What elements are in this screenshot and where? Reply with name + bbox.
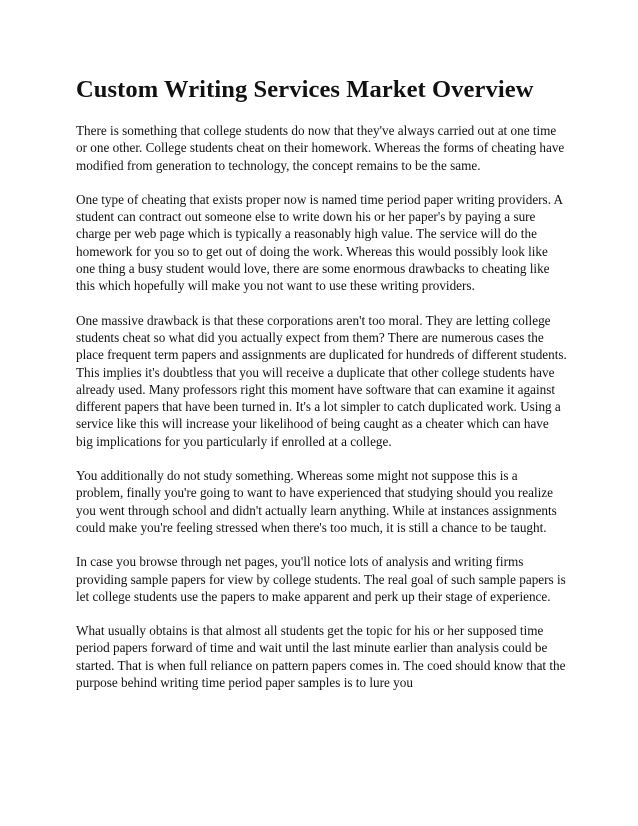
paragraph-1: There is something that college students do now that they've always carried out at one time or one other. College students cheat on their homework. Whereas the forms of cheating have modified from generation to technology, the concept remains to be the same. [76,123,565,173]
paragraph-4: You additionally do not study something. Whereas some might not suppose this is a problem, finally you're going to want to have experienced that studying should you realize you went through school and didn't actually learn anything. While at instances assignments could make you're feeling stressed when there's too much, it is still a chance to be taught. [76,468,557,535]
paragraph-3: One massive drawback is that these corporations aren't too moral. They are letting college students cheat so what did you actually expect from them? There are numerous cases the place frequent term papers and assignments are duplicated for hundreds of different students. This implies it's doubtless that you will receive a duplicate that other college students have already used. Many professors right this moment have software that can examine it against different papers that have been turned in. It's a lot simpler to catch duplicated work. Using a service like this will increase your likelihood of being caught as a cheater which can have big implications for you particularly if enrolled at a college. [76,312,567,449]
paragraph-6: What usually obtains is that almost all students get the topic for his or her supposed time period papers forward of time and wait until the last minute earlier than analysis could be started. That is when full reliance on pattern papers comes in. The coed should know that the purpose behind writing time period paper samples is to lure you [76,623,566,691]
paragraph-2: One type of cheating that exists proper now is named time period paper writing providers. A student can contract out someone else to write down his or her paper's by paying a sure charge per web page which is typically a reasonably high value. The service will do the homework for you so to get out of doing the work. Whereas this would possibly look like one thing a busy student would love, there are some enormous drawbacks to cheating like this which hopefully will make you not want to use these writing providers. [76,191,563,294]
document-title: Custom Writing Services Market Overview [76,76,534,103]
paragraph-5: In case you browse through net pages, you'll notice lots of analysis and writing firms providing sample papers for view by college students. The real goal of such sample papers is let college students use the papers to make apparent and perk up their stage of experience. [76,554,566,604]
